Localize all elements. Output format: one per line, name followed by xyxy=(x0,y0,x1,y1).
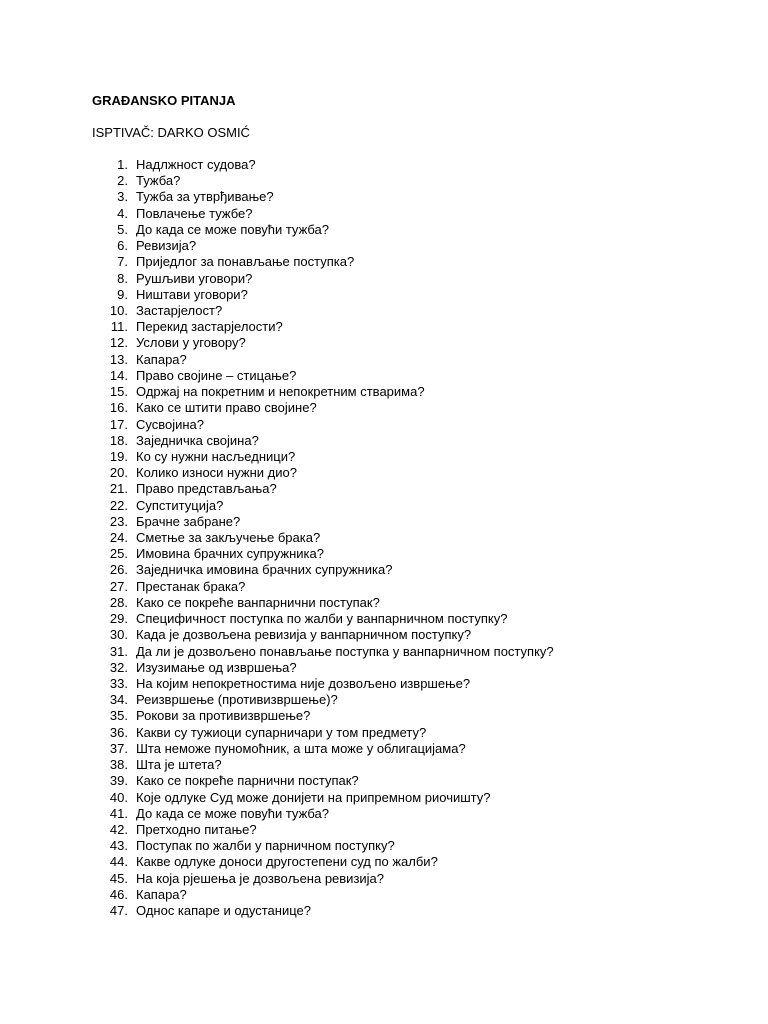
question-number: 16. xyxy=(109,400,128,416)
question-text: Претходно питање? xyxy=(136,821,257,837)
list-item xyxy=(0,173,768,189)
question-number: 5. xyxy=(117,221,128,237)
question-number: 4. xyxy=(117,205,128,221)
list-item xyxy=(0,222,768,238)
list-item xyxy=(0,433,768,449)
list-item xyxy=(0,627,768,643)
list-item xyxy=(0,514,768,530)
question-text: До када се може повући тужба? xyxy=(136,221,330,237)
question-number: 14. xyxy=(109,367,128,383)
question-text: Тужба за утврђивање? xyxy=(136,189,274,205)
question-text: Престанак брака? xyxy=(136,578,246,594)
question-text: Изузимање од извршења? xyxy=(136,659,297,675)
question-number: 12. xyxy=(109,335,128,351)
question-number: 11. xyxy=(110,319,128,335)
list-item xyxy=(0,579,768,595)
question-text: Како се покреће парнични поступак? xyxy=(136,773,359,789)
question-number: 43. xyxy=(109,838,128,854)
question-text: Сусвојина? xyxy=(136,416,205,432)
question-text: Рокови за противизвршење? xyxy=(136,708,311,724)
list-item xyxy=(0,676,768,692)
list-item xyxy=(0,708,768,724)
list-item xyxy=(0,368,768,384)
list-item xyxy=(0,335,768,351)
question-text: На којим непокретностима није дозвољено извршење? xyxy=(136,676,471,691)
question-number: 24. xyxy=(109,530,128,546)
question-number: 35. xyxy=(109,708,128,724)
list-item xyxy=(0,400,768,416)
list-item xyxy=(0,741,768,757)
list-item xyxy=(0,481,768,497)
question-number: 26. xyxy=(109,562,128,578)
question-number: 22. xyxy=(109,497,128,513)
question-number: 10. xyxy=(109,302,128,318)
list-item xyxy=(0,530,768,546)
question-number: 7. xyxy=(117,254,128,270)
list-item xyxy=(0,238,768,254)
question-number: 23. xyxy=(109,513,128,529)
question-text: Сметње за закључење брака? xyxy=(136,530,321,546)
question-text: Да ли је дозвољено понављање поступка у ванпарничном поступку? xyxy=(136,643,554,659)
question-text: Шта је штета? xyxy=(136,757,222,773)
question-number: 20. xyxy=(109,465,128,481)
question-text: Какви су тужиоци супарничари у том предмету? xyxy=(136,724,427,740)
question-number: 33. xyxy=(109,676,128,691)
question-text: Ревизија? xyxy=(136,238,197,254)
question-number: 40. xyxy=(109,789,128,805)
question-text: До када се може повући тужба? xyxy=(136,805,330,821)
question-number: 9. xyxy=(117,286,128,302)
question-number: 19. xyxy=(109,448,128,464)
question-text: Супституција? xyxy=(136,497,224,513)
list-item xyxy=(0,725,768,741)
question-number: 45. xyxy=(109,870,128,886)
list-item xyxy=(0,611,768,627)
list-item xyxy=(0,271,768,287)
list-item xyxy=(0,854,768,870)
question-text: Право представљања? xyxy=(136,481,277,497)
question-number: 8. xyxy=(117,270,128,286)
question-text: Ко су нужни насљедници? xyxy=(136,448,296,464)
list-item xyxy=(0,773,768,789)
list-item xyxy=(0,790,768,806)
list-item xyxy=(0,254,768,270)
question-number: 42. xyxy=(109,821,128,837)
question-number: 39. xyxy=(109,773,128,789)
list-item xyxy=(0,206,768,222)
list-item xyxy=(0,660,768,676)
question-text: Како се штити право својине? xyxy=(136,400,317,416)
question-text: Какве одлуке доноси другостепени суд по жалби? xyxy=(136,854,438,870)
question-number: 36. xyxy=(109,724,128,740)
list-item xyxy=(0,806,768,822)
question-number: 15. xyxy=(109,384,128,400)
list-item xyxy=(0,562,768,578)
list-item xyxy=(0,498,768,514)
question-text: Застарјелост? xyxy=(136,302,223,318)
question-text: Тужба? xyxy=(136,173,181,189)
question-text: Капара? xyxy=(136,351,187,367)
question-text: Специфичност поступка по жалби у ванпарничном поступку? xyxy=(136,611,508,627)
question-number: 2. xyxy=(117,173,128,189)
question-text: Капара? xyxy=(136,886,187,902)
question-number: 1. xyxy=(117,157,128,172)
question-number: 28. xyxy=(109,594,128,610)
question-text: Одржај на покретним и непокретним стварима? xyxy=(136,384,425,400)
question-text: Заједничка својина? xyxy=(136,432,259,448)
question-number: 47. xyxy=(109,903,128,919)
list-item xyxy=(0,838,768,854)
examiner-line: ISPTIVAČ: DARKO OSMIĆ xyxy=(92,125,250,140)
question-number: 21. xyxy=(109,481,128,497)
question-number: 25. xyxy=(109,546,128,562)
question-text: Рушљиви уговори? xyxy=(136,270,253,286)
question-text: Однос капаре и одустанице? xyxy=(136,903,311,919)
question-text: Поступак по жалби у парничном поступку? xyxy=(136,838,395,854)
question-text: Које одлуке Суд може донијети на припремном риочишту? xyxy=(136,789,491,805)
question-text: Заједничка имовина брачних супружника? xyxy=(136,562,393,578)
question-number: 38. xyxy=(109,757,128,773)
question-list xyxy=(0,157,768,919)
question-text: Право својине – стицање? xyxy=(136,367,297,383)
question-number: 27. xyxy=(109,578,128,594)
list-item xyxy=(0,546,768,562)
question-number: 44. xyxy=(109,854,128,870)
question-number: 13. xyxy=(109,351,128,367)
question-number: 29. xyxy=(109,611,128,627)
list-item xyxy=(0,692,768,708)
list-item xyxy=(0,449,768,465)
list-item xyxy=(0,887,768,903)
question-number: 3. xyxy=(117,189,128,205)
question-text: Како се покреће ванпарнични поступак? xyxy=(136,594,380,610)
question-text: Ништави уговори? xyxy=(136,286,248,302)
question-text: Приједлог за понављање поступка? xyxy=(136,254,355,270)
question-text: Колико износи нужни дио? xyxy=(136,465,297,481)
question-text: Перекид застарјелости? xyxy=(136,319,283,335)
question-text: Када је дозвољена ревизија у ванпарничном поступку? xyxy=(136,627,472,643)
list-item xyxy=(0,465,768,481)
list-item xyxy=(0,319,768,335)
question-number: 32. xyxy=(109,659,128,675)
question-text: Услови у уговору? xyxy=(136,335,246,351)
question-text: Имовина брачних супружника? xyxy=(136,546,324,562)
question-text: Шта неможе пуномоћник, а шта може у облигацијама? xyxy=(136,740,466,756)
question-number: 31. xyxy=(109,643,128,659)
question-text: Повлачење тужбе? xyxy=(136,205,253,221)
list-item xyxy=(0,303,768,319)
question-number: 18. xyxy=(109,432,128,448)
list-item xyxy=(0,822,768,838)
list-item xyxy=(0,189,768,205)
list-item xyxy=(0,644,768,660)
question-number: 17. xyxy=(109,416,128,432)
list-item xyxy=(0,352,768,368)
document-title: GRAĐANSKO PITANJA xyxy=(92,93,236,108)
list-item xyxy=(0,287,768,303)
question-number: 46. xyxy=(109,886,128,902)
list-item xyxy=(0,157,768,173)
list-item xyxy=(0,871,768,887)
question-number: 30. xyxy=(109,627,128,643)
question-text: Брачне забране? xyxy=(136,513,241,529)
list-item xyxy=(0,384,768,400)
question-text: Реизвршење (противизвршење)? xyxy=(136,692,338,708)
list-item xyxy=(0,595,768,611)
list-item xyxy=(0,417,768,433)
list-item xyxy=(0,903,768,919)
question-text: На која рјешења је дозвољена ревизија? xyxy=(136,870,385,886)
question-number: 6. xyxy=(117,238,128,254)
question-text: Надлжност судова? xyxy=(136,157,256,172)
list-item xyxy=(0,757,768,773)
question-number: 41. xyxy=(109,805,128,821)
question-number: 34. xyxy=(109,692,128,708)
question-number: 37. xyxy=(109,740,128,756)
